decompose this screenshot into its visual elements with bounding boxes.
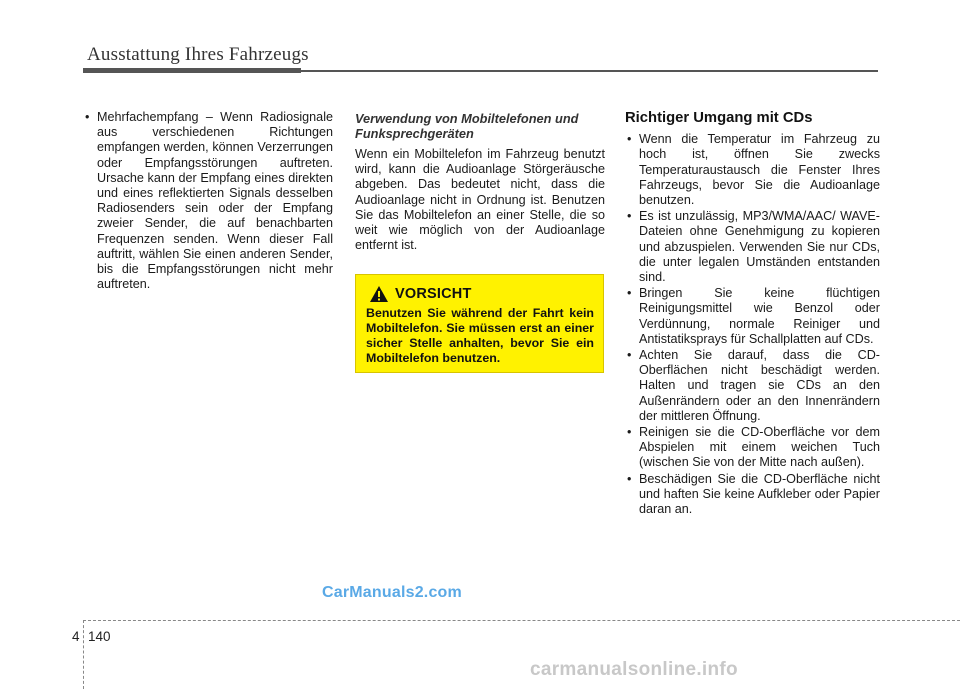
mobile-phone-paragraph: Wenn ein Mobiltelefon im Fahrzeug benutzt wird, kann die Audioanlage Störgeräusche abgeben. Das bedeutet nicht, dass die Audioanlage nicht in Ordnung ist. Benutzen Sie das Mobiltelefon an einer Stelle, die so weit wie möglich von der Audioanlage entfernt ist. xyxy=(355,147,605,253)
caution-text: Benutzen Sie während der Fahrt kein Mobiltelefon. Sie müssen erst an einer sicher Stelle anhalten, bevor Sie ein Mobiltelefon benutzen. xyxy=(366,306,594,365)
footer-watermark: carmanualsonline.info xyxy=(530,659,738,680)
mobile-phone-subheading: Verwendung von Mobiltelefonen und Funksprechgeräten xyxy=(355,111,579,141)
page-header-title: Ausstattung Ihres Fahrzeugs xyxy=(87,44,309,65)
cd-bullet-list xyxy=(625,132,880,517)
middle-column xyxy=(355,111,605,253)
warning-triangle-icon xyxy=(369,285,389,303)
list-item: • Bringen Sie keine flüchtigen Reinigungsmittel wie Benzol oder Verdünnung, normale Reiniger und Antistatiksprays für Schallplatten auf CDs. xyxy=(625,286,880,347)
watermark-link[interactable]: CarManuals2.com xyxy=(322,584,462,601)
cd-handling-heading: Richtiger Umgang mit CDs xyxy=(625,110,813,126)
list-item: • Reinigen sie die CD-Oberfläche vor dem Abspielen mit einem weichen Tuch (wischen Sie von der Mitte nach außen). xyxy=(625,425,880,471)
list-item: • Wenn die Temperatur im Fahrzeug zu hoch ist, öffnen Sie zwecks Temperaturaustausch die Fenster Ihres Fahrzeugs, bevor Sie die Audioanlage benutzen. xyxy=(625,132,880,208)
footer-rule xyxy=(83,620,960,621)
header-rule xyxy=(83,70,878,72)
caution-box xyxy=(355,274,604,373)
chapter-number: 4 xyxy=(72,629,80,644)
right-column xyxy=(625,111,880,518)
list-item: • Achten Sie darauf, dass die CD-Oberflächen nicht beschädigt werden. Halten und tragen sie CDs an den Außenrändern oder an den Innenrändern der mittleren Öffnung. xyxy=(625,348,880,424)
left-bullet-list xyxy=(83,110,333,292)
left-column xyxy=(83,110,333,293)
caution-title: VORSICHT xyxy=(395,286,472,302)
page-number: 140 xyxy=(88,629,111,644)
list-item: • Mehrfachempfang – Wenn Radiosignale aus verschiedenen Richtungen empfangen werden, können Verzerrungen oder Empfangsstörungen auftreten. Ursache kann der Empfang eines direkten und eines reflektierten Signals desselben Radiosenders sein oder der Empfang zweier Sender, die auf benachbarten Frequenzen senden. Wenn dieser Fall auftritt, wählen Sie einen anderen Sender, bis die Empfangsstörungen nicht mehr auftreten. xyxy=(83,110,333,292)
list-item: • Beschädigen Sie die CD-Oberfläche nicht und haften Sie keine Aufkleber oder Papier daran an. xyxy=(625,472,880,518)
list-item: • Es ist unzulässig, MP3/WMA/AAC/ WAVE-Dateien ohne Genehmigung zu kopieren und abzuspielen. Verwenden Sie nur CDs, die unter legalen Umständen entstanden sind. xyxy=(625,209,880,285)
caution-header xyxy=(369,285,594,303)
footer-divider xyxy=(83,620,84,689)
